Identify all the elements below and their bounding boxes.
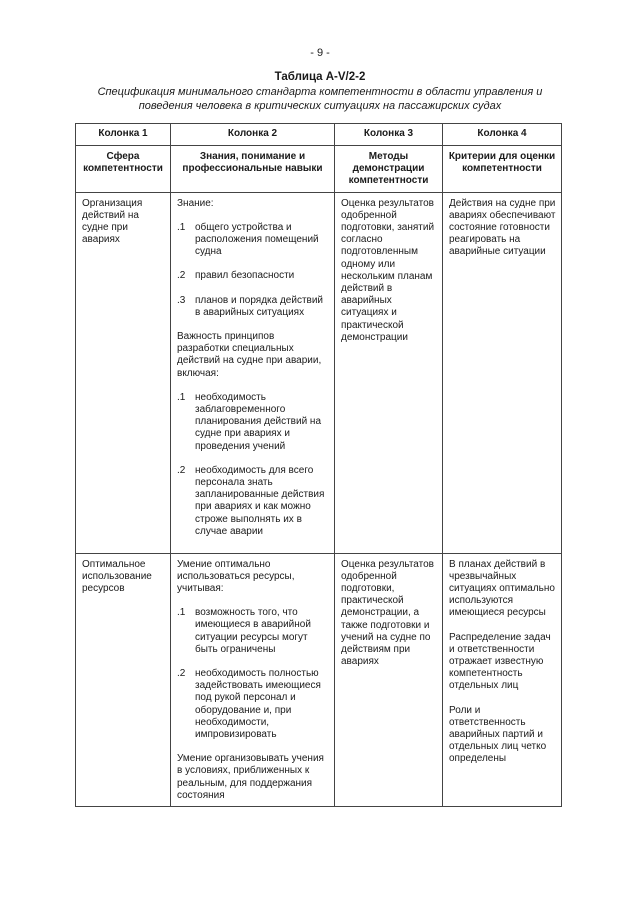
list-item-number: .2	[177, 464, 186, 476]
column-label: Колонка 1	[76, 124, 171, 146]
criteria-text: Роли и ответственность аварийных партий и отдельных лиц четко определены	[449, 704, 547, 765]
list-item-number: .1	[177, 221, 186, 233]
list-item-text: планов и порядка действий в аварийных ситуациях	[195, 294, 324, 318]
list-item-number: .1	[177, 391, 186, 403]
methods-text: Оценка результатов одобренной подготовки, практической демонстрации, а также подготовки и учений на судне по действиям при авариях	[341, 558, 434, 668]
knowledge-intro-2: Важность принципов разработки специальных действий на судне при аварии, включая:	[177, 331, 322, 379]
list-item-number: .2	[177, 270, 186, 282]
header-cell: Сфера компетентности	[76, 146, 171, 193]
methods-text: Оценка результатов одобренной подготовки, занятий согласно подготовленным одному или нескольким планам действий в аварийных ситуациях и практической демонстрации	[341, 197, 435, 343]
knowledge-cell	[171, 553, 335, 806]
column-label: Колонка 3	[335, 124, 443, 146]
competence-cell	[76, 553, 171, 806]
list-item-number: .3	[177, 294, 186, 306]
list-item	[177, 668, 329, 741]
column-label: Колонка 2	[171, 124, 335, 146]
list-item-text: возможность того, что имеющиеся в аварийной ситуации ресурсы могут быть ограничены	[195, 607, 311, 655]
table-subtitle: Спецификация минимального стандарта компетентности в области управления и поведения человека в критических ситуациях на пассажирских судах	[97, 86, 543, 112]
methods-cell	[335, 192, 443, 553]
list-item-number: .1	[177, 607, 186, 619]
knowledge-intro-2: Умение организовывать учения в условиях, приближенных к реальным, для поддержания состояния	[177, 753, 324, 801]
header-row	[76, 146, 562, 193]
criteria-cell	[443, 192, 562, 553]
list-item-text: правил безопасности	[195, 270, 295, 282]
table-row	[76, 553, 562, 806]
knowledge-intro: Умение оптимально использоваться ресурсы, учитывая:	[177, 558, 295, 595]
list-item-number: .2	[177, 668, 186, 680]
column-label: Колонка 4	[443, 124, 562, 146]
knowledge-intro: Знание:	[177, 197, 214, 209]
list-item-text: общего устройства и расположения помещений судна	[195, 221, 319, 258]
list-item-text: необходимость полностью задействовать имеющиеся под рукой персонал и оборудование и, при необходимости, импровизировать	[195, 668, 321, 741]
column-number-row	[76, 124, 562, 146]
list-item	[177, 465, 329, 538]
list-item	[177, 607, 329, 656]
methods-cell	[335, 553, 443, 806]
criteria-text: Распределение задач и ответственности отражает известную компетентность отдельных лиц	[449, 631, 551, 692]
criteria-text: Действия на судне при авариях обеспечивают состояние готовности реагировать на аварийные ситуации	[449, 197, 556, 258]
list-item	[177, 270, 329, 282]
header-cell: Знания, понимание и профессиональные навыки	[171, 146, 335, 193]
page-number: - 9 -	[310, 47, 330, 59]
list-item	[177, 222, 329, 259]
header-cell: Методы демонстрации компетентности	[335, 146, 443, 193]
competence-cell	[76, 192, 171, 553]
list-item-text: необходимость заблаговременного планирования действий на судне при авариях и проведения учений	[195, 391, 322, 452]
list-item-text: необходимость для всего персонала знать запланированные действия при авариях и как можно строже выполнять их в случае аварии	[195, 464, 325, 537]
competence-text: Оптимальное использование ресурсов	[82, 558, 152, 595]
criteria-text: В планах действий в чрезвычайных ситуациях оптимально используются имеющиеся ресурсы	[449, 558, 555, 619]
list-item	[177, 392, 329, 453]
competence-table	[75, 123, 562, 807]
table-row	[76, 192, 562, 553]
table-title: Таблица A-V/2-2	[274, 71, 366, 83]
knowledge-cell	[171, 192, 335, 553]
header-cell: Критерии для оценки компетентности	[443, 146, 562, 193]
competence-text: Организация действий на судне при авариях	[82, 197, 143, 246]
criteria-cell	[443, 553, 562, 806]
list-item	[177, 295, 329, 319]
